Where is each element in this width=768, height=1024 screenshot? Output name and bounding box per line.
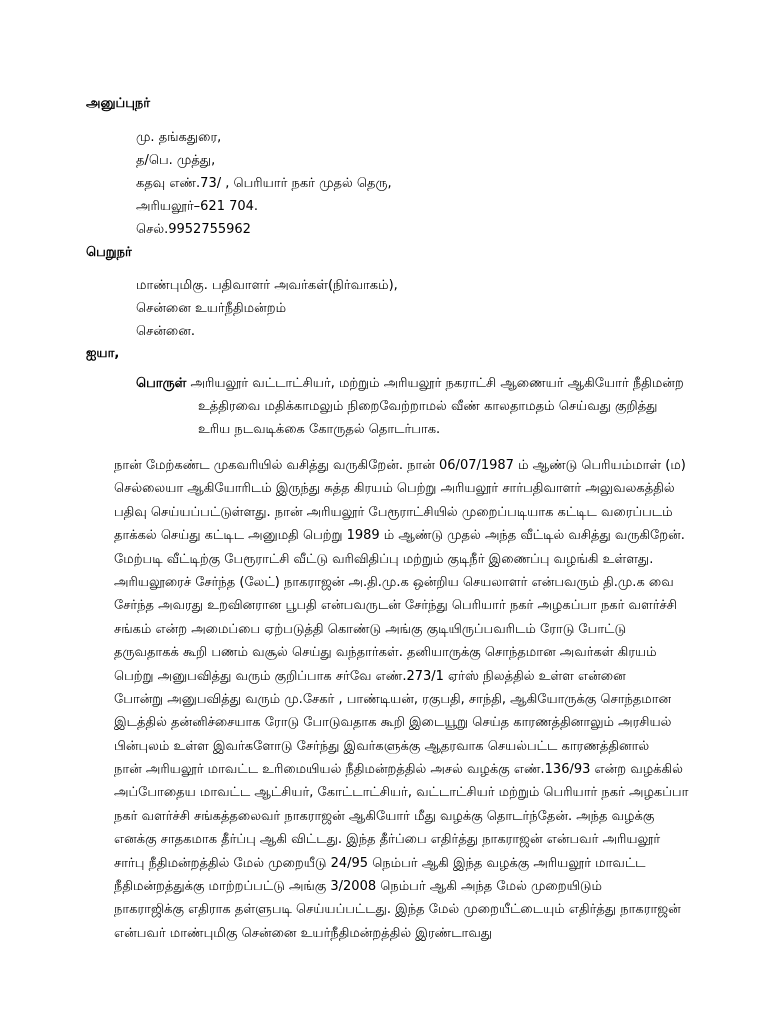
recipient-title: மாண்புமிகு. பதிவாளர் அவர்கள்(நிர்வாகம்), (136, 278, 398, 293)
body-line: எனக்கு சாதகமாக தீர்ப்பு ஆகி விட்டது. இந்த தீர்ப்பை எதிர்த்து நாகராஜன் என்பவர் அரியலூர் (114, 832, 661, 848)
recipient-court: சென்னை உயர்நீதிமன்றம் (136, 301, 287, 316)
body-line: சங்கம் என்ற அமைப்பை ஏற்படுத்தி கொண்டு அங்கு குடியிருப்பவரிடம் ரோடு போட்டு (114, 621, 627, 637)
body-line: தாக்கல் செய்து கட்டிட அனுமதி பெற்று 1989 ம் ஆண்டு முதல் அந்த வீட்டில் வசித்து வருகிறேன். (114, 528, 685, 544)
body-line: சார்பு நீதிமன்றத்தில் மேல் முறையீடு 24/95 நெம்பர் ஆகி இந்த வழக்கு அரியலூர் மாவட்ட (114, 855, 646, 871)
sender-city-pin: அரியலூர்–621 704. (136, 199, 259, 214)
body-line: பதிவு செய்யப்பட்டுள்ளது. நான் அரியலூர் பேரூராட்சியில் முறைப்படியாக கட்டிட வரைப்படம் (114, 504, 673, 520)
body-line: நாகராஜிக்கு எதிராக தள்ளுபடி செய்யப்பட்டது. இந்த மேல் முறையீட்டையும் எதிர்த்து நாகராஜன் (114, 902, 681, 918)
sender-phone: செல்.9952755962 (136, 222, 251, 237)
salutation: ஐயா, (86, 346, 120, 361)
body-line: சேர்ந்த அவரது உறவினரான பூபதி என்பவருடன் சேர்ந்து பெரியார் நகர் அழகப்பா நகர் வளர்ச்சி (114, 598, 677, 614)
body-line: பின்புலம் உள்ள இவர்களோடு சேர்ந்து இவர்களுக்கு ஆதரவாக செயல்பட்ட காரணத்தினால் (114, 738, 650, 754)
body-line: நீதிமன்றத்துக்கு மாற்றப்பட்டு அங்கு 3/2008 நெம்பர் ஆகி அந்த மேல் முறையிடும் (114, 879, 602, 895)
letter-body (114, 454, 700, 945)
subject-line-1: அரியலூர் வட்டாட்சியர், மற்றும் அரியலூர் நகராட்சி ஆணையர் ஆகியோர் நீதிமன்ற (190, 376, 684, 391)
body-line: நான் அரியலூர் மாவட்ட உரிமையியல் நீதிமன்றத்தில் அசல் வழக்கு எண்.136/93 என்ற வழக்கில் (114, 762, 683, 778)
subject-first-row (136, 376, 684, 392)
body-line: என்பவர் மாண்புமிகு சென்னை உயர்நீதிமன்றத்தில் இரண்டாவது (114, 925, 493, 941)
subject-line-2: உத்திரவை மதிக்காமலும் நிறைவேற்றாமல் வீண் காலதாமதம் செய்வது குறித்து (198, 399, 658, 414)
body-line: போன்று அனுபவித்து வரும் மு.சேகர் , பாண்டியன், ரகுபதி, சாந்தி, ஆகியோருக்கு சொந்தமான (114, 691, 672, 707)
sender-name: மு. தங்கதுரை, (136, 130, 222, 145)
body-line: நகர் வளர்ச்சி சங்கத்தலைவர் நாகராஜன் ஆகியோர் மீது வழக்கு தொடர்ந்தேன். அந்த வழக்கு (114, 808, 655, 824)
recipient-city: சென்னை. (136, 324, 195, 339)
sender-door-street: கதவு எண்.73/ , பெரியார் நகர் முதல் தெரு, (136, 176, 392, 191)
body-line: தருவதாகக் கூறி பணம் வசூல் செய்து வந்தார்கள். தனியாருக்கு சொந்தமான அவர்கள் கிரயம் (114, 645, 657, 661)
sender-heading: அனுப்புநர் (86, 96, 151, 111)
body-line: இடத்தில் தன்னிச்சையாக ரோடு போடுவதாக கூறி இடையூறு செய்த காரணத்தினாலும் அரசியல் (114, 715, 672, 731)
subject-line-3: உரிய நடவடிக்கை கோருதல் தொடர்பாக. (198, 422, 441, 437)
recipient-heading: பெறுநர் (86, 245, 132, 260)
body-line: மேற்படி வீட்டிற்கு பேரூராட்சி வீட்டு வரிவிதிப்பு மற்றும் குடிநீர் இணைப்பு வழங்கி உள்ளது. (114, 551, 654, 567)
body-line: செல்லையா ஆகியோரிடம் இருந்து சுத்த கிரயம் பெற்று அரியலூர் சார்பதிவாளர் அலுவலகத்தில் (114, 481, 675, 497)
body-line: நான் மேற்கண்ட முகவரியில் வசித்து வருகிறேன். நான் 06/07/1987 ம் ஆண்டு பெரியம்மாள் (ம) (114, 458, 686, 473)
body-line: பெற்று அனுபவித்து வரும் குறிப்பாக சர்வே எண்.273/1 ஏர்ஸ் நிலத்தில் உள்ள என்னை (114, 668, 626, 684)
sender-father-name: த/பெ. முத்து, (136, 153, 216, 168)
body-line: அப்போதைய மாவட்ட ஆட்சியர், கோட்டாட்சியர், வட்டாட்சியர் மற்றும் பெரியார் நகர் அழகப்பா (114, 785, 689, 801)
body-line: அரியலூரைச் சேர்ந்த (லேட்) நாகராஜன் அ.தி.மு.க ஒன்றிய செயலாளர் என்பவரும் தி.மு.க வை (114, 574, 674, 590)
subject-label: பொருள் (136, 376, 187, 391)
